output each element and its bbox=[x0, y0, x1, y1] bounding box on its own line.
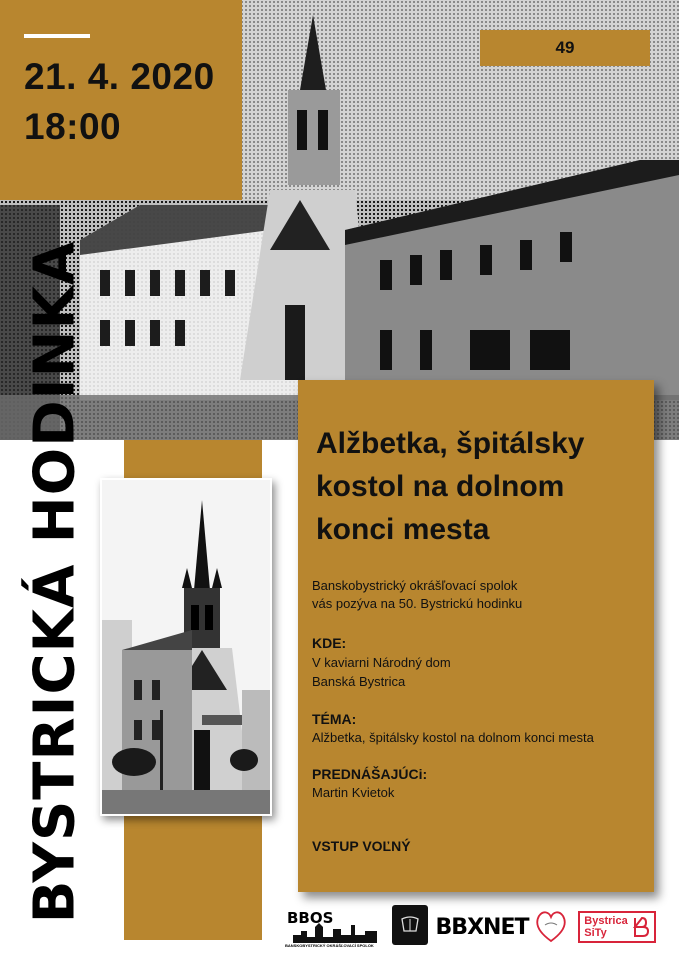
invitation-text bbox=[312, 577, 642, 613]
headline-line: konci mesta bbox=[316, 513, 490, 546]
entry-free: VSTUP VOĽNÝ bbox=[312, 838, 411, 854]
bystrica-sity-line2: SiTy bbox=[584, 927, 607, 939]
topic-label: TÉMA: bbox=[312, 711, 357, 727]
heart-icon bbox=[533, 905, 569, 945]
speaker-name: Martin Kvietok bbox=[312, 785, 395, 800]
headline-line: kostol na dolnom bbox=[316, 470, 565, 503]
speaker-label: PREDNÁŠAJÚCi: bbox=[312, 766, 428, 782]
event-headline bbox=[316, 422, 646, 551]
date-rule bbox=[24, 34, 90, 38]
info-card bbox=[298, 380, 654, 892]
event-time: 18:00 bbox=[24, 106, 122, 147]
date-panel bbox=[0, 0, 242, 200]
church-photo bbox=[100, 478, 272, 816]
issue-number-badge: 49 bbox=[480, 30, 650, 66]
where-text bbox=[312, 653, 642, 691]
where-label: KDE: bbox=[312, 635, 347, 651]
bbos-logo bbox=[285, 909, 380, 949]
sponsor-logos bbox=[0, 905, 679, 955]
date-time bbox=[24, 52, 215, 152]
intro-line: vás pozýva na 50. Bystrickú hodinku bbox=[312, 596, 523, 611]
dark-emblem-logo bbox=[392, 905, 428, 945]
heart-logo bbox=[533, 905, 569, 945]
b-letter-icon bbox=[632, 916, 650, 938]
headline-line: Alžbetka, špitálsky bbox=[316, 427, 585, 460]
bystrica-sity-line1: Bystrica bbox=[584, 915, 628, 927]
bystrica-sity-logo bbox=[578, 911, 656, 943]
where-line: Banská Bystrica bbox=[312, 674, 406, 689]
emblem-icon bbox=[398, 913, 422, 937]
event-date: 21. 4. 2020 bbox=[24, 56, 215, 97]
series-title-wrap bbox=[20, 225, 90, 940]
bbos-logo-text: BBOS bbox=[287, 909, 334, 927]
topic-text: Alžbetka, špitálsky kostol na dolnom konci mesta bbox=[312, 730, 594, 745]
bbxnet-logo: BBXNET bbox=[435, 914, 529, 940]
where-line: V kaviarni Národný dom bbox=[312, 655, 451, 670]
bbos-logo-subtitle: BANSKOBYSTRICKÝ OKRÁŠĽOVACÍ SPOLOK bbox=[285, 943, 374, 948]
intro-line: Banskobystrický okrášľovací spolok bbox=[312, 578, 518, 593]
series-title: BYSTRICKÁ HODINKA bbox=[22, 240, 88, 924]
skyline-icon bbox=[293, 923, 377, 943]
